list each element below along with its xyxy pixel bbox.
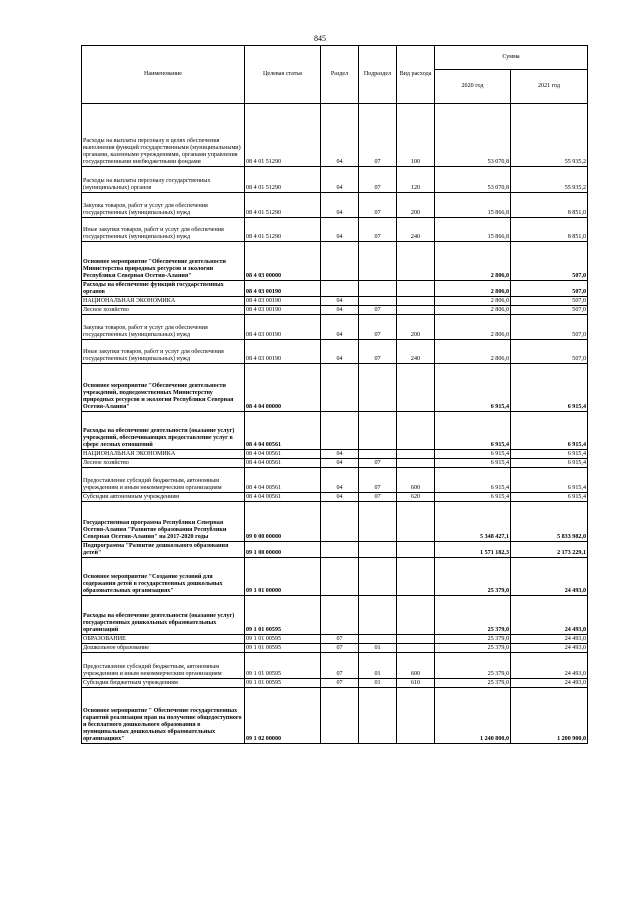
row-type (397, 242, 435, 281)
row-2021: 8 851,0 (511, 218, 588, 242)
row-subsection (359, 297, 397, 306)
row-2021: 24 493,0 (511, 596, 588, 635)
row-2021: 507,0 (511, 242, 588, 281)
row-type: 200 (397, 315, 435, 340)
row-2020: 1 240 800,0 (435, 688, 511, 744)
row-subsection: 01 (359, 644, 397, 653)
row-type: 240 (397, 218, 435, 242)
row-2020: 2 806,0 (435, 281, 511, 297)
table-row (82, 104, 588, 167)
row-2020: 5 348 427,1 (435, 502, 511, 542)
row-target: 09 1 01 00595 (245, 653, 321, 679)
row-target: 09 1 01 00000 (245, 558, 321, 596)
row-name: Основное мероприятие "Обеспечение деятельности учреждений, подведомственных Министерству природных ресурсов и экологии Республики Северная Осетия-Алания" (82, 364, 245, 412)
row-2021: 24 493,0 (511, 558, 588, 596)
row-name: Субсидии бюджетным учреждениям (82, 679, 245, 688)
table-row (82, 412, 588, 450)
header-expense-type: Вид расхода (397, 46, 435, 104)
row-target: 08 4 04 00000 (245, 364, 321, 412)
row-subsection (359, 502, 397, 542)
row-subsection (359, 542, 397, 558)
row-2020: 2 806,0 (435, 340, 511, 364)
row-subsection: 07 (359, 493, 397, 502)
row-subsection (359, 558, 397, 596)
row-section: 04 (321, 450, 359, 459)
row-type (397, 412, 435, 450)
row-section: 04 (321, 459, 359, 468)
row-2020: 15 866,8 (435, 193, 511, 218)
row-subsection: 07 (359, 459, 397, 468)
row-type: 620 (397, 493, 435, 502)
row-section: 07 (321, 679, 359, 688)
row-name: Предоставление субсидий бюджетным, автономным учреждениям и иным некоммерческим организациям (82, 653, 245, 679)
row-section: 04 (321, 315, 359, 340)
row-target: 08 4 04 00561 (245, 412, 321, 450)
row-subsection (359, 688, 397, 744)
row-subsection: 01 (359, 679, 397, 688)
row-target: 09 1 02 00000 (245, 688, 321, 744)
row-type (397, 688, 435, 744)
table-row (82, 653, 588, 679)
row-target: 08 4 01 51290 (245, 193, 321, 218)
header-target: Целевая статья (245, 46, 321, 104)
row-target: 09 1 01 00595 (245, 644, 321, 653)
table-row (82, 679, 588, 688)
row-section (321, 558, 359, 596)
row-target: 08 4 03 00190 (245, 281, 321, 297)
row-2020: 15 866,8 (435, 218, 511, 242)
row-name: Закупка товаров, работ и услуг для обеспечения государственных (муниципальных) нужд (82, 193, 245, 218)
row-section: 04 (321, 468, 359, 493)
row-subsection (359, 412, 397, 450)
row-target: 08 4 04 00561 (245, 493, 321, 502)
row-2020: 6 915,4 (435, 450, 511, 459)
row-section (321, 281, 359, 297)
row-type (397, 635, 435, 644)
row-target: 08 4 03 00190 (245, 340, 321, 364)
table-row (82, 193, 588, 218)
table-row (82, 297, 588, 306)
row-2021: 507,0 (511, 315, 588, 340)
row-2021: 6 915,4 (511, 450, 588, 459)
row-section (321, 502, 359, 542)
row-section: 04 (321, 167, 359, 193)
table-row (82, 315, 588, 340)
row-name: НАЦИОНАЛЬНАЯ ЭКОНОМИКА (82, 297, 245, 306)
row-2020: 25 379,0 (435, 679, 511, 688)
row-section: 04 (321, 493, 359, 502)
row-2021: 24 493,0 (511, 644, 588, 653)
row-name: Расходы на обеспечение функций государственных органов (82, 281, 245, 297)
row-section (321, 542, 359, 558)
row-section: 04 (321, 193, 359, 218)
header-2020: 2020 год (435, 70, 511, 104)
row-2020: 53 070,8 (435, 167, 511, 193)
row-section: 07 (321, 644, 359, 653)
row-type (397, 558, 435, 596)
row-name: Лесное хозяйство (82, 306, 245, 315)
row-type (397, 596, 435, 635)
table-row (82, 306, 588, 315)
row-type: 100 (397, 104, 435, 167)
row-2021: 55 935,2 (511, 104, 588, 167)
row-type (397, 364, 435, 412)
row-section: 04 (321, 218, 359, 242)
row-section (321, 688, 359, 744)
row-2021: 8 851,0 (511, 193, 588, 218)
table-body (82, 104, 588, 744)
row-name: Предоставление субсидий бюджетным, автономным учреждениям и иным некоммерческим организациям (82, 468, 245, 493)
row-2020: 6 915,4 (435, 468, 511, 493)
table-row (82, 596, 588, 635)
row-name: Иные закупки товаров, работ и услуг для обеспечения государственных (муниципальных) нужд (82, 340, 245, 364)
row-section: 04 (321, 340, 359, 364)
row-2020: 6 915,4 (435, 364, 511, 412)
row-target: 08 4 03 00190 (245, 306, 321, 315)
row-section: 07 (321, 635, 359, 644)
row-name: Лесное хозяйство (82, 459, 245, 468)
row-2021: 6 915,4 (511, 412, 588, 450)
row-section: 04 (321, 104, 359, 167)
row-name: ОБРАЗОВАНИЕ (82, 635, 245, 644)
row-type (397, 297, 435, 306)
row-type: 610 (397, 679, 435, 688)
table-row (82, 502, 588, 542)
header-2021: 2021 год (511, 70, 588, 104)
row-2021: 6 915,4 (511, 468, 588, 493)
row-subsection (359, 281, 397, 297)
table-row (82, 340, 588, 364)
row-name: Дошкольное образование (82, 644, 245, 653)
row-section: 04 (321, 306, 359, 315)
row-2020: 25 379,0 (435, 635, 511, 644)
row-name: Основное мероприятие "Создание условий для содержания детей в государственных дошкольных образовательных организациях" (82, 558, 245, 596)
row-name: Расходы на обеспечение деятельности (оказание услуг) учреждений, обеспечивающих предоставление услуг в сфере лесных отношений (82, 412, 245, 450)
row-2020: 2 806,0 (435, 306, 511, 315)
row-name: Закупка товаров, работ и услуг для обеспечения государственных (муниципальных) нужд (82, 315, 245, 340)
table-row (82, 688, 588, 744)
row-2021: 507,0 (511, 297, 588, 306)
row-2021: 507,0 (511, 340, 588, 364)
row-subsection (359, 364, 397, 412)
header-sum: Сумма (435, 46, 588, 70)
page-number: 845 (314, 34, 326, 43)
row-section: 07 (321, 653, 359, 679)
row-subsection: 07 (359, 340, 397, 364)
row-2021: 6 915,4 (511, 459, 588, 468)
row-name: Расходы на выплаты персоналу государственных (муниципальных) органов (82, 167, 245, 193)
row-2021: 507,0 (511, 281, 588, 297)
row-subsection: 07 (359, 104, 397, 167)
row-2021: 6 915,4 (511, 493, 588, 502)
row-target: 08 4 01 51290 (245, 167, 321, 193)
row-target: 08 4 04 00561 (245, 468, 321, 493)
row-2021: 1 200 900,0 (511, 688, 588, 744)
table-row (82, 450, 588, 459)
row-target: 09 1 01 00595 (245, 635, 321, 644)
row-2021: 24 493,0 (511, 635, 588, 644)
table-row (82, 364, 588, 412)
row-section (321, 242, 359, 281)
row-target: 09 0 00 00000 (245, 502, 321, 542)
row-2021: 55 935,2 (511, 167, 588, 193)
row-target: 09 1 01 00595 (245, 596, 321, 635)
row-name: Иные закупки товаров, работ и услуг для обеспечения государственных (муниципальных) нужд (82, 218, 245, 242)
table-row (82, 281, 588, 297)
row-2021: 6 915,4 (511, 364, 588, 412)
row-type: 600 (397, 653, 435, 679)
row-subsection: 07 (359, 306, 397, 315)
row-name: Подпрограмма "Развитие дошкольного образования детей" (82, 542, 245, 558)
header-subsection: Подраздел (359, 46, 397, 104)
row-type: 600 (397, 468, 435, 493)
row-target: 08 4 01 51290 (245, 104, 321, 167)
row-2020: 2 806,0 (435, 315, 511, 340)
header-section: Раздел (321, 46, 359, 104)
row-2020: 25 379,0 (435, 596, 511, 635)
budget-table (81, 45, 588, 744)
row-type: 120 (397, 167, 435, 193)
row-target: 08 4 04 00561 (245, 459, 321, 468)
table-row (82, 644, 588, 653)
row-name: НАЦИОНАЛЬНАЯ ЭКОНОМИКА (82, 450, 245, 459)
row-name: Субсидии автономным учреждениям (82, 493, 245, 502)
row-section: 04 (321, 297, 359, 306)
row-2021: 24 493,0 (511, 653, 588, 679)
row-2020: 6 915,4 (435, 412, 511, 450)
row-name: Основное мероприятие " Обеспечение государственных гарантий реализации прав на получение общедоступного и бесплатного дошкольного образования в муниципальных дошкольных образовательных организациях" (82, 688, 245, 744)
row-target: 08 4 03 00190 (245, 315, 321, 340)
table-row (82, 218, 588, 242)
row-2020: 25 379,0 (435, 558, 511, 596)
row-target: 08 4 03 00000 (245, 242, 321, 281)
row-2021: 2 173 229,1 (511, 542, 588, 558)
row-name: Государственная программа Республики Северная Осетия-Алания "Развитие образования Республики Северная Осетия-Алания" на 2017-2020 годы (82, 502, 245, 542)
row-section (321, 364, 359, 412)
row-section (321, 596, 359, 635)
row-2021: 24 493,0 (511, 679, 588, 688)
table-row (82, 542, 588, 558)
row-2020: 2 806,0 (435, 242, 511, 281)
row-subsection (359, 596, 397, 635)
row-type (397, 459, 435, 468)
row-subsection: 07 (359, 218, 397, 242)
row-name: Основное мероприятие "Обеспечение деятельности Министерства природных ресурсов и экологии Республики Северная Осетия-Алания" (82, 242, 245, 281)
row-type (397, 542, 435, 558)
row-2021: 507,0 (511, 306, 588, 315)
row-name: Расходы на обеспечение деятельности (оказание услуг) государственных дошкольных образовательных организаций (82, 596, 245, 635)
table-row (82, 167, 588, 193)
table-row (82, 468, 588, 493)
row-2020: 6 915,4 (435, 459, 511, 468)
row-2020: 6 915,4 (435, 493, 511, 502)
row-subsection: 07 (359, 315, 397, 340)
row-subsection (359, 450, 397, 459)
row-target: 09 1 01 00595 (245, 679, 321, 688)
row-subsection (359, 242, 397, 281)
row-target: 08 4 04 00561 (245, 450, 321, 459)
row-2020: 1 571 182,3 (435, 542, 511, 558)
row-type (397, 281, 435, 297)
table-row (82, 242, 588, 281)
row-2020: 2 806,0 (435, 297, 511, 306)
row-2020: 53 070,8 (435, 104, 511, 167)
row-type (397, 644, 435, 653)
row-section (321, 412, 359, 450)
row-type: 240 (397, 340, 435, 364)
row-subsection (359, 635, 397, 644)
row-target: 08 4 01 51290 (245, 218, 321, 242)
row-2021: 5 833 982,0 (511, 502, 588, 542)
table-row (82, 635, 588, 644)
header-name: Наименование (82, 46, 245, 104)
row-subsection: 07 (359, 468, 397, 493)
row-type (397, 502, 435, 542)
table-row (82, 558, 588, 596)
row-2020: 25 379,0 (435, 653, 511, 679)
row-type (397, 450, 435, 459)
row-subsection: 07 (359, 167, 397, 193)
row-2020: 25 379,0 (435, 644, 511, 653)
row-subsection: 07 (359, 193, 397, 218)
table-row (82, 493, 588, 502)
table-row (82, 459, 588, 468)
row-target: 08 4 03 00190 (245, 297, 321, 306)
row-target: 09 1 00 00000 (245, 542, 321, 558)
row-type (397, 306, 435, 315)
row-type: 200 (397, 193, 435, 218)
row-name: Расходы на выплаты персоналу в целях обеспечения выполнения функций государственными (муниципальными) органами, казенными учреждениями, органами управления государственными внебюджетными фондами (82, 104, 245, 167)
row-subsection: 01 (359, 653, 397, 679)
